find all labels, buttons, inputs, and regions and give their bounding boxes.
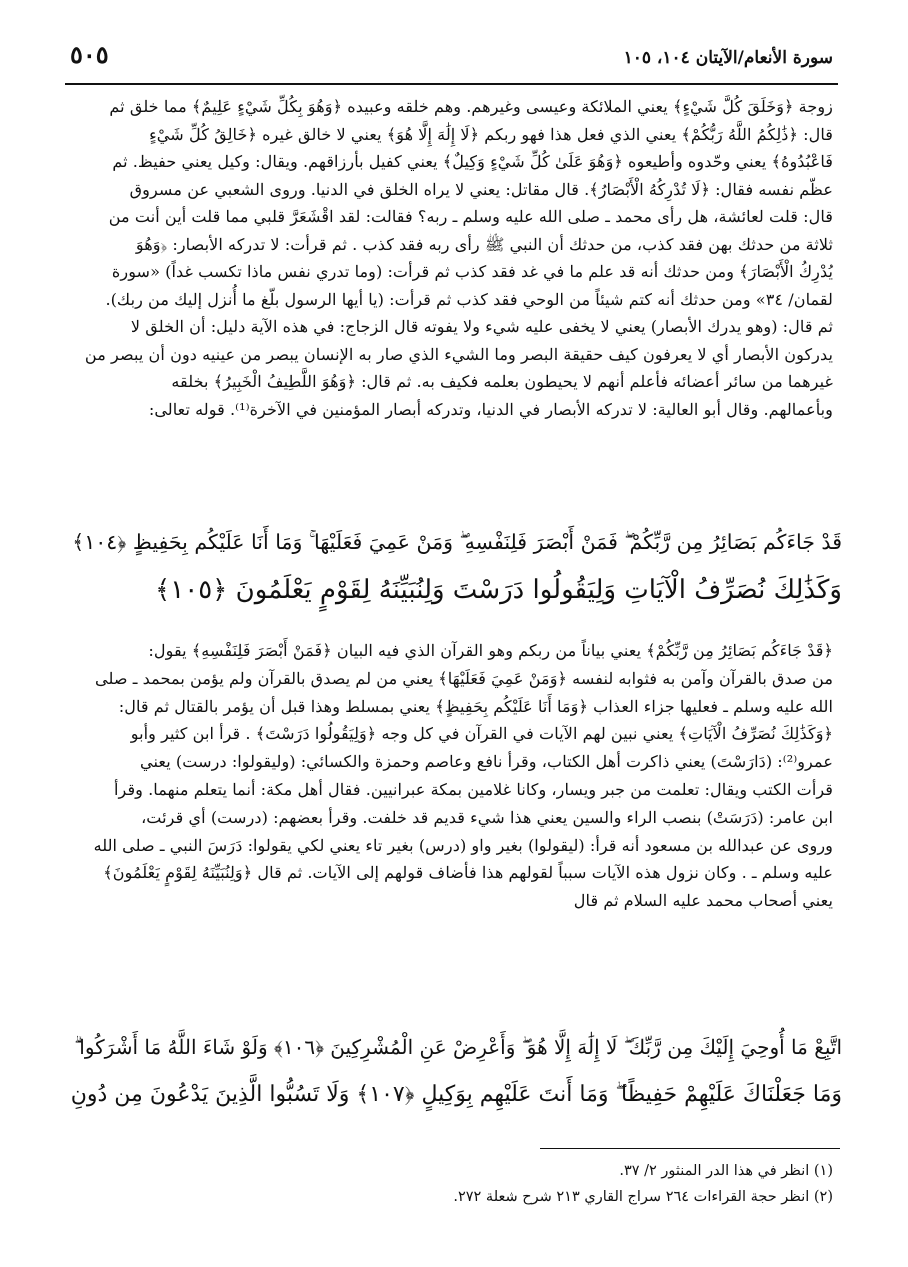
header-divider — [65, 83, 838, 85]
text-line: قال: ﴿ذَٰلِكُمُ اللَّهُ رَبُّكُمْ﴾ يعني الذي فعل هذا فهو ربكم ﴿لَا إِلَٰهَ إِلَّا هُوَ﴾ يعني لا خالق غيره ﴿خَالِقُ كُلِّ شَيْءٍ — [149, 124, 833, 144]
text-line: ثم قال: (وهو يدرك الأبصار) يعني لا يخفى عليه شيء ولا يفوته قال الزجاج: في هذه الآية دليل: أن الخلق لا — [130, 317, 833, 336]
footnote: (١) انظر في هذا الدر المنثور ٢/ ٣٧. — [619, 1163, 833, 1179]
commentary-block-1 — [73, 93, 833, 423]
text-line: يُدْرِكُ الْأَبْصَارَ﴾ ومن حدثك أنه قد علم ما في غد فقد كذب ثم قرأت: (وما تدري نفس ماذا تكسب غداً) «سورة — [111, 262, 833, 281]
footnote-divider — [540, 1148, 840, 1149]
verse-line: وَمَا جَعَلْنَاكَ عَلَيْهِمْ حَفِيظًا ۖ وَمَا أَنتَ عَلَيْهِم بِوَكِيلٍ ﴿١٠٧﴾ وَلَا تَسُبُّوا الَّذِينَ يَدْعُونَ مِن دُونِ — [70, 1082, 842, 1107]
text-line: عليه وسلم ـ . وكان نزول هذه الآيات سبباً لقولهم هذا فأضاف قولهم إلى الآيات. ثم قال ﴿وَلِنُبَيِّنَهُ لِقَوْمٍ يَعْلَمُونَ﴾ — [103, 863, 833, 883]
text-line: ابن عامر: (دَرَسَتْ) بنصب الراء والسين يعني هذا شيء قديم قد خلفت. وقرأ بعضهم: (درست) أي قرئت، — [141, 807, 833, 827]
verse-line: قَدْ جَاءَكُم بَصَائِرُ مِن رَّبِّكُمْ ۖ فَمَنْ أَبْصَرَ فَلِنَفْسِهِ ۖ وَمَنْ عَمِيَ فَعَلَيْهَا ۚ وَمَا أَنَا عَلَيْكُم بِحَفِيظٍ ﴿١٠٤﴾ — [72, 530, 842, 554]
text-line: قال: قلت لعائشة، هل رأى محمد ـ صلى الله عليه وسلم ـ ربه؟ فقالت: لقد اقْشَعَرَّ قلبي مما قلت أين أنت من — [108, 207, 833, 226]
footnotes — [73, 1158, 833, 1210]
text-line: غيرهما من سائر أعضائه فأعلم أنهم لا يحيطون بعلمه فكيف به. ثم قال: ﴿وَهُوَ اللَّطِيفُ الْخَبِيرُ﴾ بخلقه — [171, 372, 833, 391]
surah-title: سورة الأنعام/الآيتان ١٠٤، ١٠٥ — [623, 48, 833, 68]
text-line: زوجة ﴿وَخَلَقَ كُلَّ شَيْءٍ﴾ يعني الملائكة وعيسى وغيرهم. وهم خلقه وعبيده ﴿وَهُوَ بِكُلِّ شَيْءٍ عَلِيمٌ﴾ مما خلق ثم — [109, 97, 833, 116]
text-line: يعني أصحاب محمد عليه السلام ثم قال — [573, 891, 833, 911]
text-line: الله عليه وسلم ـ فعليها جزاء العذاب ﴿وَمَا أَنَا عَلَيْكُم بِحَفِيظٍ﴾ يعني بمسلط وهذا قبل أن يؤمر بالقتال ثم قال: — [118, 696, 833, 716]
text-line: عمرو⁽²⁾: (دَارَسْتَ) يعني ذاكرت أهل الكتاب، وقرأ نافع وعاصم وحمزة والكسائي: (وليقولوا: درست) يعني — [140, 752, 833, 772]
text-line: لقمان/ ٣٤» ومن حدثك أنه كتم شيئاً من الوحي فقد كذب ثم قرأت: (يا أيها الرسول بلّغ ما أُنزل إليك من ربك). — [105, 289, 833, 309]
text-line: وبأعمالهم. وقال أبو العالية: لا تدركه الأبصار في الدنيا، وتدركه أبصار المؤمنين في الآخرة⁽¹⁾. قوله تعالى: — [148, 399, 833, 419]
verse-line: وَكَذَٰلِكَ نُصَرِّفُ الْآيَاتِ وَلِيَقُولُوا دَرَسْتَ وَلِنُبَيِّنَهُ لِقَوْمٍ يَعْلَمُونَ ﴿١٠٥﴾ — [155, 575, 842, 605]
text-line: قرأت الكتب ويقال: تعلمت من جبر ويسار، وكانا غلامين بمكة عبرانيين. فقال أهل مكة: أنما يتعلم منهما. وقرأ — [114, 779, 833, 799]
page-header — [70, 38, 833, 78]
footnote: (٢) انظر حجة القراءات ٢٦٤ سراج القاري ٢١٣ شرح شعلة ٢٧٢. — [453, 1189, 833, 1205]
text-line: يدركون الأبصار أي لا يعرفون كيف حقيقة البصر وما الشيء الذي صار به الإنسان يبصر من عينيه دون أن يبصر من — [84, 344, 833, 364]
text-line: ثلاثة من حدثك بهن فقد كذب، من حدثك أن النبي ﷺ رأى ربه فقد كذب . ثم قرأت: لا تدركه الأبصار: ﴿وَهُوَ — [135, 234, 833, 254]
text-line: من صدق بالقرآن وآمن به فثوابه لنفسه ﴿وَمَنْ عَمِيَ فَعَلَيْهَا﴾ يعني من لم يصدق بالقرآن ولم يؤمن بمحمد ـ صلى — [95, 668, 833, 688]
text-line: عظّم نفسه فقال: ﴿لَا تُدْرِكُهُ الْأَبْصَارُ﴾. قال مقاتل: يعني لا يراه الخلق في الدنيا. وروى الشعبي عن مسروق — [129, 179, 833, 199]
commentary-block-2 — [73, 637, 833, 915]
text-line: ﴿قَدْ جَاءَكُم بَصَائِرُ مِن رَّبِّكُمْ﴾ يعني بياناً من ربكم وهو القرآن الذي فيه البيان ﴿فَمَنْ أَبْصَرَ فَلِنَفْسِهِ﴾ يقول: — [148, 641, 833, 660]
text-line: فَاعْبُدُوهُ﴾ يعني وحّدوه وأطيعوه ﴿وَهُوَ عَلَىٰ كُلِّ شَيْءٍ وَكِيلٌ﴾ يعني كفيل بأرزاقهم. ويقال: وكيل يعني حفيظ. ثم — [112, 152, 833, 171]
text-line: وروى عن عبدالله بن مسعود أنه قرأ: (ليقولوا) بغير واو (درس) بغير تاء يعني لكي يقولوا: دَرَسَ النبي ـ صلى الله — [93, 835, 833, 855]
quran-verses-106-107 — [62, 1023, 842, 1119]
verse-line: اتَّبِعْ مَا أُوحِيَ إِلَيْكَ مِن رَّبِّكَ ۖ لَا إِلَٰهَ إِلَّا هُوَ ۖ وَأَعْرِضْ عَنِ الْمُشْرِكِينَ ﴿١٠٦﴾ وَلَوْ شَاءَ اللَّهُ مَا أَشْرَكُوا ۗ — [74, 1035, 842, 1059]
page-number: ٥٠٥ — [70, 40, 109, 69]
text-line: ﴿وَكَذَٰلِكَ نُصَرِّفُ الْآيَاتِ﴾ يعني نبين لهم الآيات في القرآن في كل وجه ﴿وَلِيَقُولُوا دَرَسْتَ﴾ . قرأ ابن كثير وأبو — [130, 724, 833, 744]
quran-verses-104-105 — [62, 518, 842, 614]
